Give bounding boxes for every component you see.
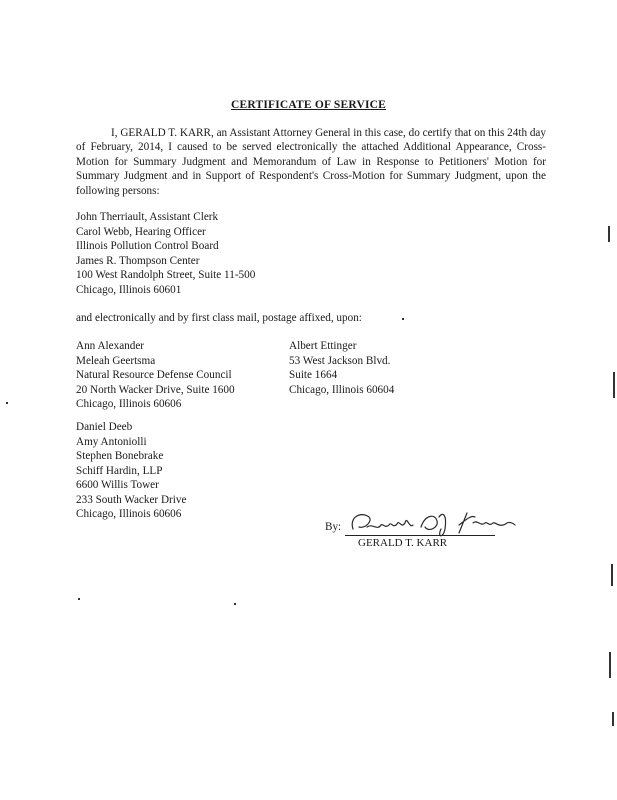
address-line: Stephen Bonebrake xyxy=(76,450,164,462)
recipients-right xyxy=(289,339,394,397)
recipients-primary xyxy=(76,210,255,297)
address-line: 53 West Jackson Blvd. xyxy=(289,354,391,367)
by-label: By: xyxy=(325,521,342,533)
address-line: 100 West Randolph Street, Suite 11-500 xyxy=(76,269,256,281)
address-line: Suite 1664 xyxy=(289,369,338,381)
address-line: Natural Resource Defense Council xyxy=(76,369,232,381)
signer-name: GERALD T. KARR xyxy=(358,537,448,549)
address-line: 233 South Wacker Drive xyxy=(76,493,187,506)
recipients-left xyxy=(76,339,235,412)
address-line: Chicago, Illinois 60606 xyxy=(76,508,182,520)
scan-artifact xyxy=(6,402,8,404)
service-statement: and electronically and by first class mail, postage affixed, upon: xyxy=(76,312,362,324)
scan-artifact xyxy=(612,712,614,726)
signature-block xyxy=(325,513,525,553)
address-line: Schiff Hardin, LLP xyxy=(76,464,163,477)
address-line: James R. Thompson Center xyxy=(76,254,200,267)
recipients-lower xyxy=(76,420,186,522)
address-line: Albert Ettinger xyxy=(289,340,357,352)
address-line: John Therriault, Assistant Clerk xyxy=(76,211,219,223)
address-line: Illinois Pollution Control Board xyxy=(76,240,219,252)
scan-artifact xyxy=(611,564,613,586)
scan-artifact xyxy=(78,598,80,600)
address-line: Chicago, Illinois 60606 xyxy=(76,398,182,410)
address-line: Chicago, Illinois 60601 xyxy=(76,283,182,296)
scan-artifact xyxy=(609,652,611,678)
address-line: Ann Alexander xyxy=(76,340,145,352)
address-line: Amy Antoniolli xyxy=(76,435,147,448)
scan-artifact xyxy=(613,372,615,398)
address-line: Daniel Deeb xyxy=(76,421,133,433)
address-line: Chicago, Illinois 60604 xyxy=(289,383,395,396)
address-line: Meleah Geertsma xyxy=(76,354,156,367)
certification-paragraph: I, GERALD T. KARR, an Assistant Attorney General in this case, do certify that on this 24th day of February, 2014, I caused to be served electronically the attached Additional Appearance, Cross-Motion for Summary Judgment and Memorandum of Law in Response to Petitioners' Motion for Summary Judgment and in Support of Respondent's Cross-Motion for Summary Judgment, upon the following persons: xyxy=(76,127,546,197)
page-title: CERTIFICATE OF SERVICE xyxy=(230,99,387,111)
address-line: 20 North Wacker Drive, Suite 1600 xyxy=(76,383,235,396)
address-line: 6600 Willis Tower xyxy=(76,479,159,491)
signature-line xyxy=(345,535,495,536)
scan-artifact xyxy=(608,226,610,242)
address-line: Carol Webb, Hearing Officer xyxy=(76,225,206,238)
scan-artifact xyxy=(402,318,404,320)
scan-artifact xyxy=(234,603,236,605)
